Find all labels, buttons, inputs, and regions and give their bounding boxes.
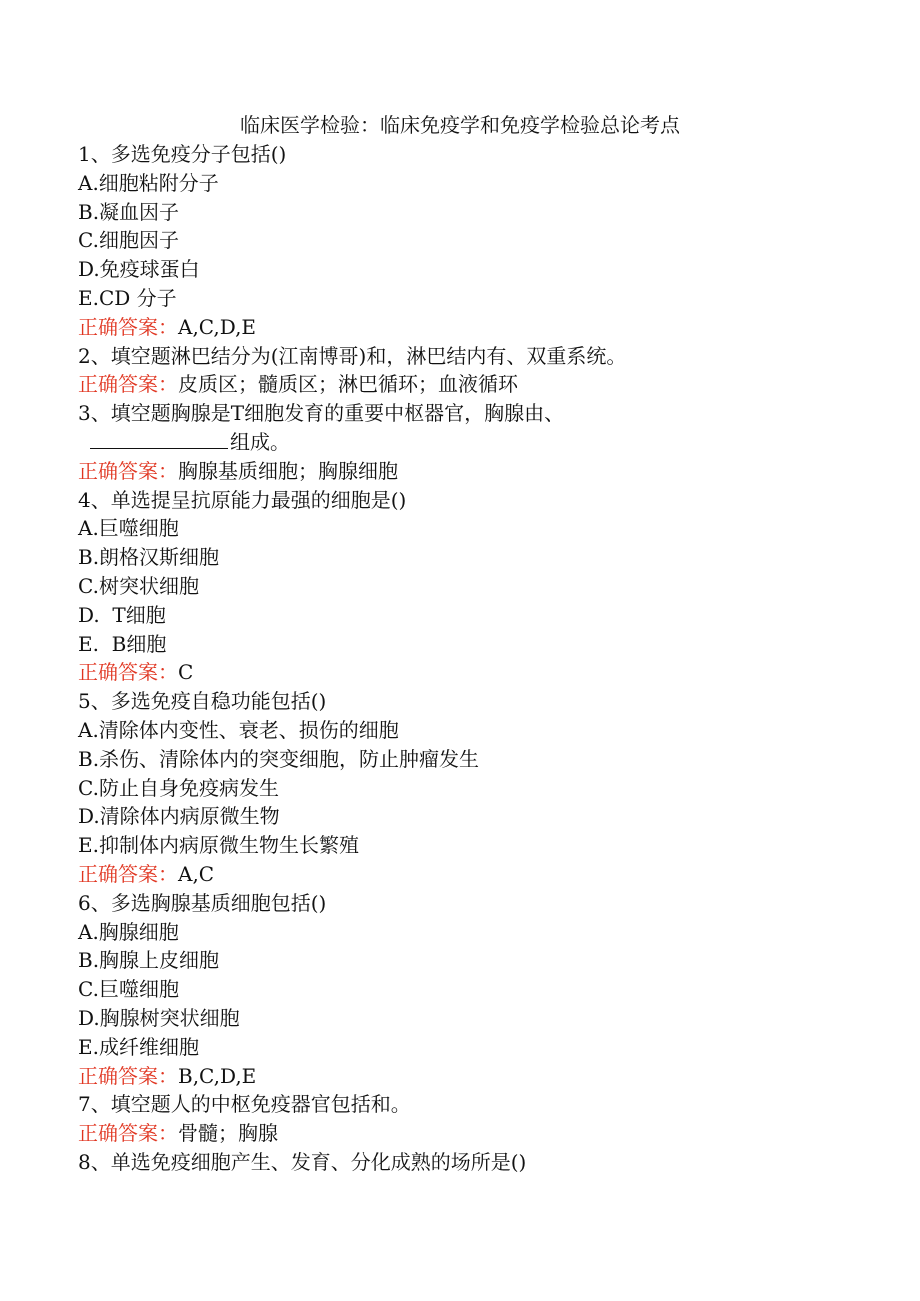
answer-line	[78, 457, 878, 486]
option: D.胸腺树突状细胞	[78, 1005, 240, 1030]
answer-line	[78, 313, 878, 342]
answer-label: 正确答案：	[78, 861, 178, 886]
option: A.巨噬细胞	[78, 516, 179, 541]
answer-value: A,C	[178, 861, 215, 886]
option: B.朗格汉斯细胞	[78, 545, 220, 570]
option: E.抑制体内病原微生物生长繁殖	[78, 833, 359, 858]
answer-value: A,C,D,E	[178, 314, 257, 339]
answer-line	[78, 1119, 878, 1148]
option: C.巨噬细胞	[78, 977, 179, 1002]
answer-label: 正确答案：	[78, 372, 178, 397]
option: C.树突状细胞	[78, 573, 199, 598]
option: A.细胞粘附分子	[78, 170, 219, 195]
answer-value: B,C,D,E	[178, 1063, 257, 1088]
question-stem-continuation	[78, 428, 878, 457]
answer-value: 骨髓；胸腺	[178, 1121, 278, 1146]
option: E. B细胞	[78, 631, 167, 656]
answer-label: 正确答案：	[78, 1063, 178, 1088]
option: E.CD 分子	[78, 285, 177, 310]
answer-label: 正确答案：	[78, 660, 178, 685]
option: D.清除体内病原微生物	[78, 804, 280, 829]
answer-label: 正确答案：	[78, 314, 178, 339]
question-stem: 3、填空题胸腺是T细胞发育的重要中枢器官，胸腺由、	[78, 401, 565, 426]
option: B.凝血因子	[78, 199, 180, 224]
answer-value: 胸腺基质细胞；胸腺细胞	[178, 458, 398, 483]
option: E.成纤维细胞	[78, 1034, 199, 1059]
question-stem: 4、单选提呈抗原能力最强的细胞是()	[78, 487, 407, 512]
option: A.胸腺细胞	[78, 919, 179, 944]
option: C.防止自身免疫病发生	[78, 775, 279, 800]
option: C.细胞因子	[78, 228, 179, 253]
answer-value: C	[178, 660, 194, 685]
question-stem: 7、填空题人的中枢免疫器官包括和。	[78, 1092, 411, 1117]
answer-label: 正确答案：	[78, 458, 178, 483]
option: D. T细胞	[78, 602, 166, 627]
answer-label: 正确答案：	[78, 1121, 178, 1146]
option: B.胸腺上皮细胞	[78, 948, 220, 973]
question-stem: 8、单选免疫细胞产生、发育、分化成熟的场所是()	[78, 1149, 527, 1174]
document-title: 临床医学检验：临床免疫学和免疫学检验总论考点	[240, 113, 680, 137]
option: A.清除体内变性、衰老、损伤的细胞	[78, 717, 399, 742]
option: D.免疫球蛋白	[78, 257, 200, 282]
option: B.杀伤、清除体内的突变细胞，防止肿瘤发生	[78, 746, 480, 771]
stem-continuation-text: 组成。	[230, 429, 290, 454]
question-stem: 5、多选免疫自稳功能包括()	[78, 689, 327, 714]
answer-line	[78, 370, 878, 399]
answer-line	[78, 860, 878, 889]
answer-value: 皮质区；髓质区；淋巴循环；血液循环	[178, 372, 518, 397]
answer-line	[78, 658, 878, 687]
answer-line	[78, 1062, 878, 1091]
fill-blank	[90, 430, 228, 449]
question-stem: 1、多选免疫分子包括()	[78, 142, 287, 166]
question-stem: 2、填空题淋巴结分为(江南博哥)和，淋巴结内有、双重系统。	[78, 343, 627, 368]
document-body	[78, 140, 878, 1177]
question-stem: 6、多选胸腺基质细胞包括()	[78, 890, 327, 915]
